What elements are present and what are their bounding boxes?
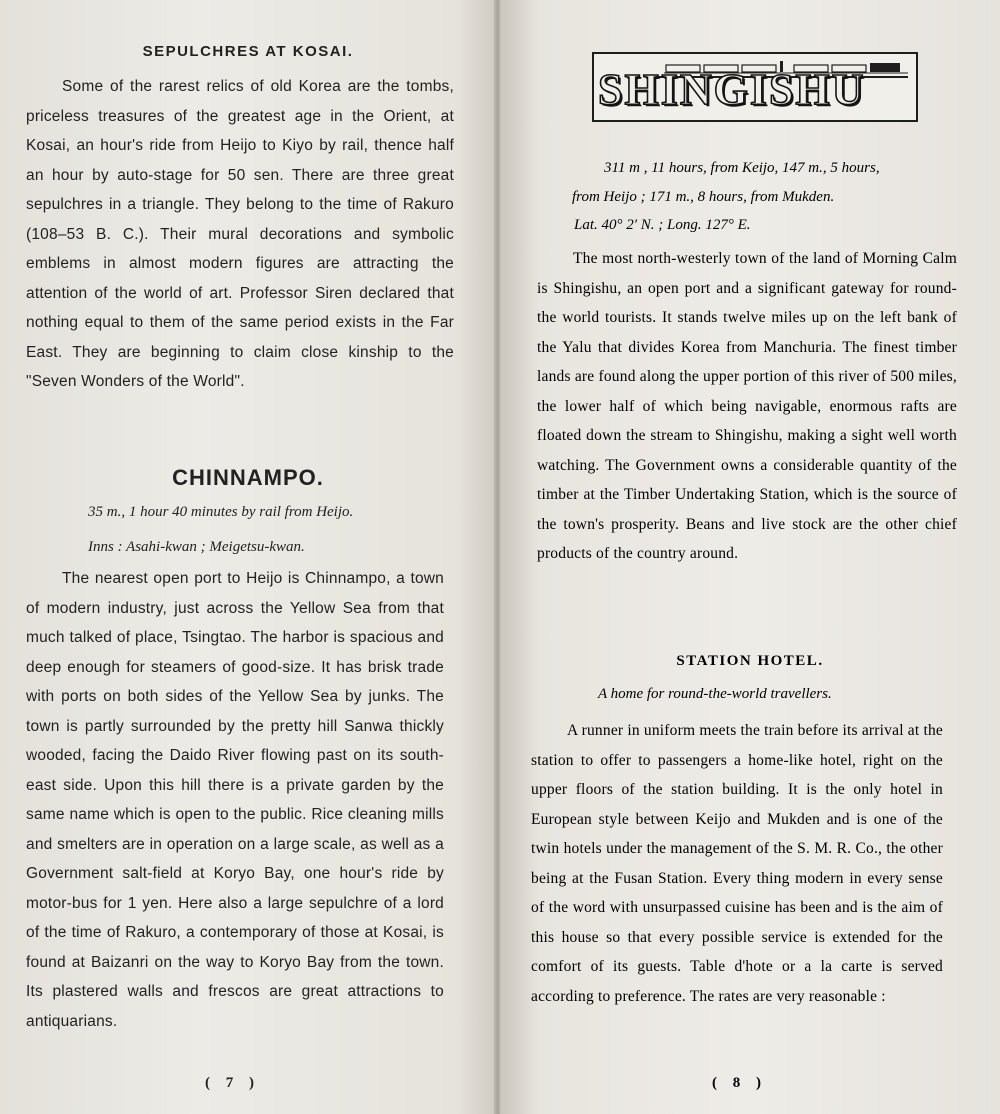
shingishu-body: [537, 244, 957, 569]
logo-wordmark: SHINGISHU: [598, 65, 866, 114]
sepulchres-body: [26, 72, 454, 397]
left-page: [0, 0, 496, 1114]
station-hotel-body: [531, 716, 943, 1011]
page-number-right: ( 8 ): [712, 1075, 767, 1091]
chinnampo-body: [26, 564, 444, 1036]
chinnampo-heading: CHINNAMPO.: [172, 465, 324, 490]
shingishu-meta-line1: 311 m , 11 hours, from Keijo, 147 m., 5 hours,: [604, 160, 880, 176]
shingishu-logo: [592, 52, 918, 122]
station-hotel-heading: STATION HOTEL.: [676, 653, 824, 669]
page-number-left: ( 7 ): [205, 1075, 260, 1091]
chinnampo-inns: Inns : Asahi-kwan ; Meigetsu-kwan.: [88, 539, 305, 555]
station-hotel-paragraph: A runner in uniform meets the train before its arrival at the station to offer to passengers a home-like hotel, right on the upper floors of the station building. It is the only hotel in European style between Keijo and Mukden and is one of the twin hotels under the management of the S. M. R. Co., the other being at the Fusan Station. Every thing modern in every sense of the word with unsurpassed cuisine has been and is the aim of this house so that every possible service is extended for the comfort of its guests. Table d'hote or a la carte is served according to preference. The rates are very reasonable :: [531, 722, 943, 1005]
shingishu-paragraph: The most north-westerly town of the land of Morning Calm is Shingishu, an open port and a significant gateway for round-the world tourists. It stands twelve miles up on the left bank of the Yalu that divides Korea from Manchuria. The finest timber lands are found along the upper portion of this river of 500 miles, the lower half of which being navigable, enormous rafts are floated down the stream to Shingishu, making a sight well worth watching. The Government owns a considerable quantity of the timber at the Timber Undertaking Station, which is the source of the town's prosperity. Beans and live stock are the other chief products of the country around.: [537, 250, 957, 562]
chinnampo-paragraph: The nearest open port to Heijo is Chinnampo, a town of modern industry, just across the Yellow Sea from that much talked of place, Tsingtao. The harbor is spacious and deep enough for steamers of good-size. It has brisk trade with ports on both sides of the Yellow Sea by junks. The town is partly surrounded by the pretty hill Sanwa thickly wooded, facing the Daido River flowing past on its south-east side. Upon this hill there is a private garden by the same name which is open to the public. Rice cleaning mills and smelters are in operation on a large scale, as well as a Government salt-field at Koryo Bay, one hour's ride by motor-bus for 1 yen. Here also a large sepulchre of a lord of the time of Rakuro, a contemporary of those at Kosai, is found at Baizanri on the way to Koryo Bay from the town. Its plastered walls and frescos are great attractions to antiquarians.: [26, 570, 444, 1030]
station-hotel-subtitle: A home for round-the-world travellers.: [598, 686, 832, 702]
chinnampo-distance: 35 m., 1 hour 40 minutes by rail from Heijo.: [88, 504, 354, 520]
sepulchres-paragraph: Some of the rarest relics of old Korea are the tombs, priceless treasures of the greatest age in the Orient, at Kosai, an hour's ride from Heijo to Kiyo by rail, thence half an hour by auto-stage for 50 sen. There are three great sepulchres in a triangle. They belong to the time of Rakuro (108–53 B. C.). Their mural decorations and symbolic emblems in almost modern figures are attracting the attention of the world of art. Professor Siren declared that nothing equal to them of the same period exists in the Far East. They are beginning to claim close kinship to the "Seven Wonders of the World".: [26, 78, 454, 390]
sepulchres-heading: SEPULCHRES AT KOSAI.: [142, 43, 354, 60]
shingishu-meta-line3: Lat. 40° 2′ N. ; Long. 127° E.: [574, 217, 751, 233]
shingishu-meta-line2: from Heijo ; 171 m., 8 hours, from Mukden.: [572, 189, 835, 205]
